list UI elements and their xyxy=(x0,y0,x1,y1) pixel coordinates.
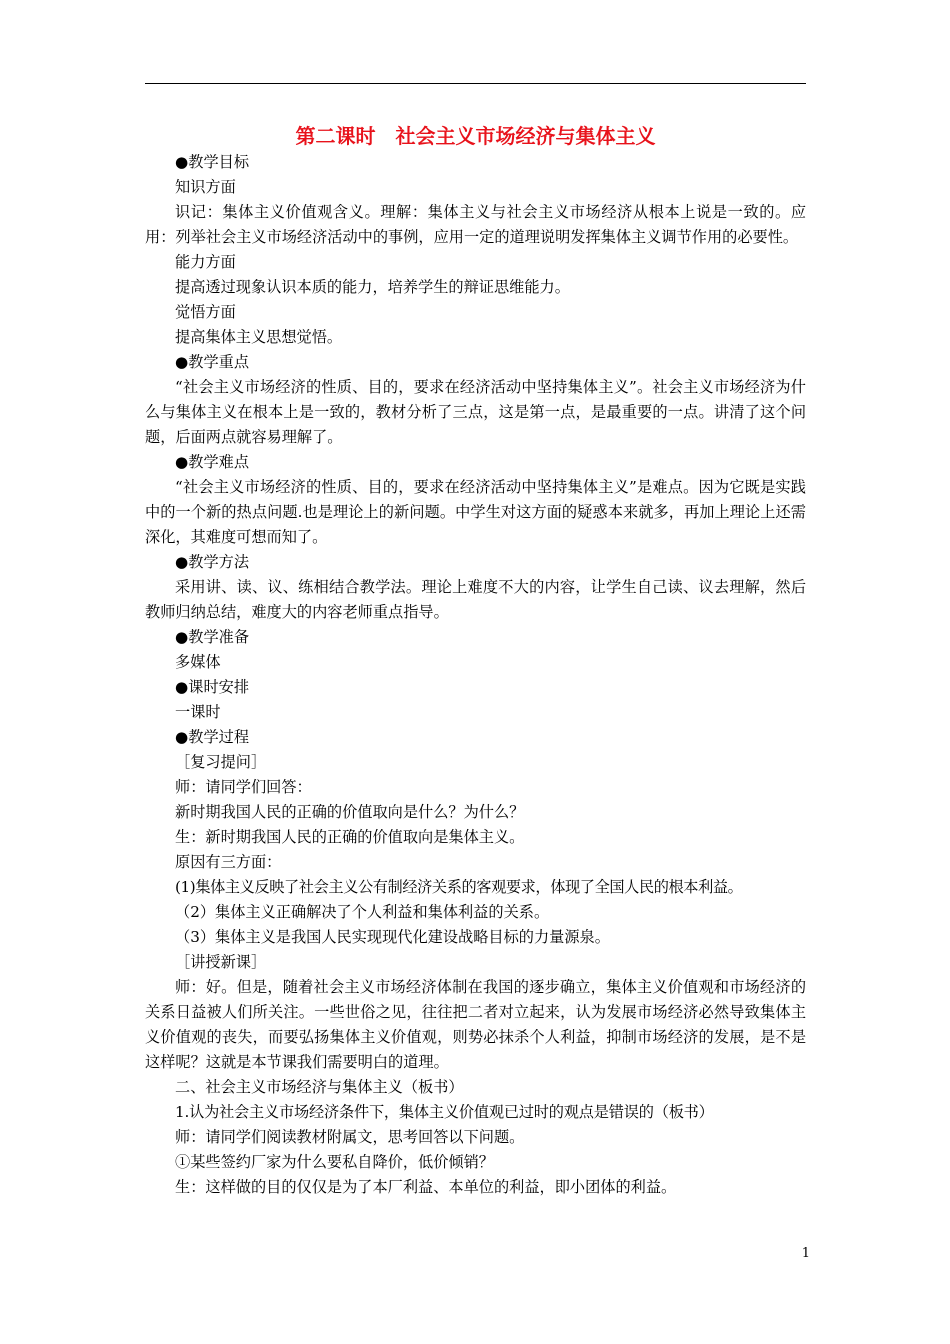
paragraph-ability: 提高透过现象认识本质的能力，培养学生的辩证思维能力。 xyxy=(175,278,570,296)
document-body xyxy=(145,150,806,1200)
heading-difficulties: ●教学难点 xyxy=(175,453,250,471)
paragraph-knowledge: 识记：集体主义价值观含义。理解：集体主义与社会主义市场经济从根本上说是一致的。应用：列举社会主义市场经济活动中的事例，应用一定的道理说明发挥集体主义调节作用的必要性。 xyxy=(145,203,806,246)
reason-item-3: （3）集体主义是我国人民实现现代化建设战略目标的力量源泉。 xyxy=(175,928,610,946)
paragraph-new-lesson: 师：好。但是，随着社会主义市场经济体制在我国的逐步确立，集体主义价值观和市场经济的关系日益被人们所关注。一些世俗之见，往往把二者对立起来，认为发展市场经济必然导致集体主义价值观的丧失，而要弘扬集体主义价值观，则势必抹杀个人利益，抑制市场经济的发展，是不是这样呢？这就是本节课我们需要明白的道理。 xyxy=(145,978,806,1071)
header-rule xyxy=(145,83,806,84)
paragraph-difficulties: “社会主义市场经济的性质、目的，要求在经济活动中坚持集体主义”是难点。因为它既是实践中的一个新的热点问题.也是理论上的新问题。中学生对这方面的疑惑本来就多，再加上理论上还需深化，其难度可想而知了。 xyxy=(145,478,806,546)
reason-item-1: (1)集体主义反映了社会主义公有制经济关系的客观要求，体现了全国人民的根本利益。 xyxy=(175,878,743,896)
subheading-awareness: 觉悟方面 xyxy=(175,303,236,321)
subheading-ability: 能力方面 xyxy=(175,253,236,271)
heading-key-points: ●教学重点 xyxy=(175,353,250,371)
board-heading-2: 二、社会主义市场经济与集体主义（板书） xyxy=(175,1078,464,1096)
heading-objectives: ●教学目标 xyxy=(175,153,250,171)
heading-preparation: ●教学准备 xyxy=(175,628,250,646)
heading-methods: ●教学方法 xyxy=(175,553,250,571)
board-point-1: 1.认为社会主义市场经济条件下，集体主义价值观已过时的观点是错误的（板书） xyxy=(175,1103,714,1121)
page-number: 1 xyxy=(801,1246,810,1261)
paragraph-key-points: “社会主义市场经济的性质、目的，要求在经济活动中坚持集体主义”。社会主义市场经济为什么与集体主义在根本上是一致的，教材分析了三点，这是第一点，是最重要的一点。讲清了这个问题，后面两点就容易理解了。 xyxy=(145,378,806,446)
question-line: 新时期我国人民的正确的价值取向是什么？为什么？ xyxy=(175,803,525,821)
paragraph-preparation: 多媒体 xyxy=(175,653,221,671)
dialogue-teacher: 师：请同学们回答： xyxy=(175,778,312,796)
dialogue-student-2: 生：这样做的目的仅仅是为了本厂利益、本单位的利益，即小团体的利益。 xyxy=(175,1178,677,1196)
paragraph-schedule: 一课时 xyxy=(175,703,221,721)
heading-process: ●教学过程 xyxy=(175,728,250,746)
dialogue-teacher-2: 师：请同学们阅读教材附属文，思考回答以下问题。 xyxy=(175,1128,525,1146)
heading-schedule: ●课时安排 xyxy=(175,678,250,696)
paragraph-awareness: 提高集体主义思想觉悟。 xyxy=(175,328,343,346)
section-new-lesson: ［讲授新课］ xyxy=(175,953,267,971)
section-review: ［复习提问］ xyxy=(175,753,267,771)
paragraph-methods: 采用讲、读、议、练相结合教学法。理论上难度不大的内容，让学生自己读、议去理解，然后教师归纳总结，难度大的内容老师重点指导。 xyxy=(145,578,806,621)
reason-intro: 原因有三方面： xyxy=(175,853,282,871)
subheading-knowledge: 知识方面 xyxy=(175,178,236,196)
dialogue-student: 生：新时期我国人民的正确的价值取向是集体主义。 xyxy=(175,828,525,846)
page-title: 第二课时 社会主义市场经济与集体主义 xyxy=(295,124,656,148)
reason-item-2: （2）集体主义正确解决了个人利益和集体利益的关系。 xyxy=(175,903,550,921)
question-1: ①某些签约厂家为什么要私自降价，低价倾销？ xyxy=(175,1153,494,1171)
